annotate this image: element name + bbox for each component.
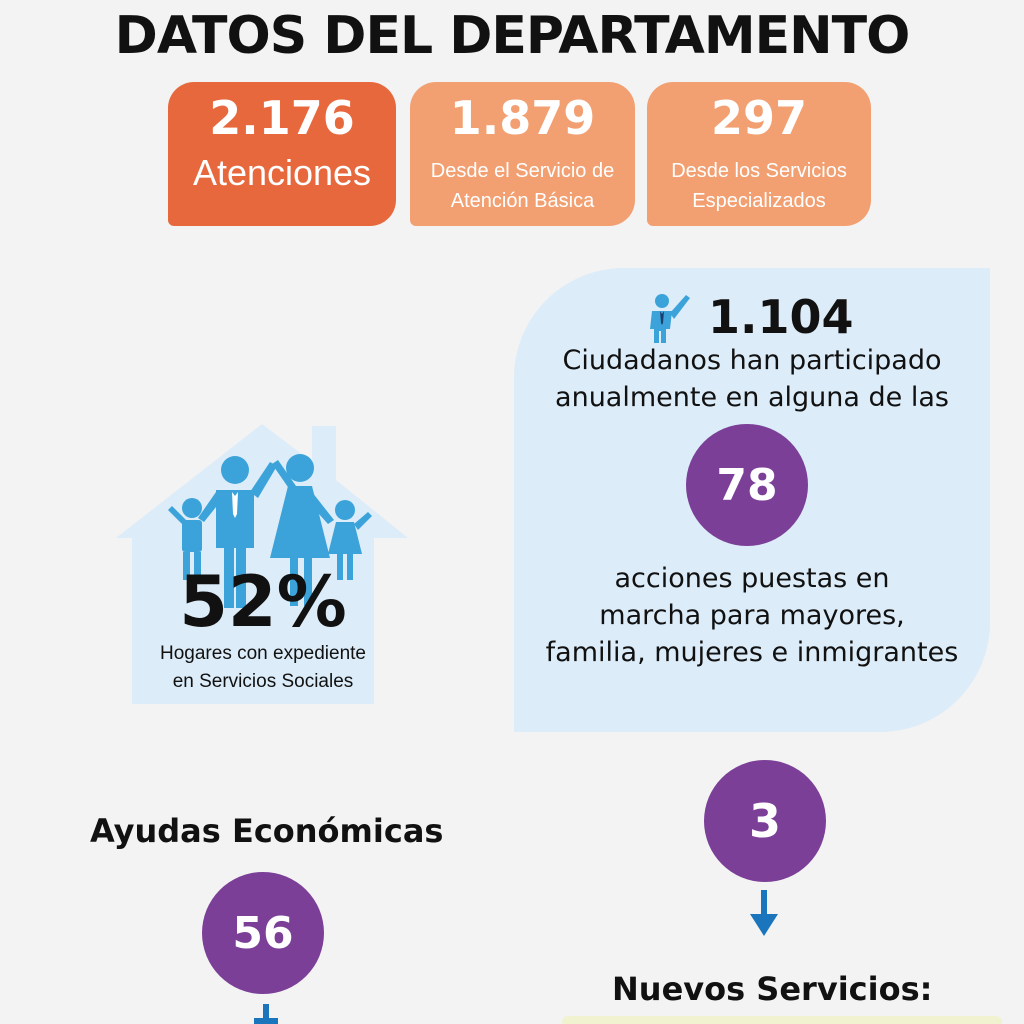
households-label-line: en Servicios Sociales [172,671,354,692]
new-services-title: Nuevos Servicios: [612,970,933,1008]
participation-text-line: anualmente en alguna de las [555,382,949,413]
participation-text-line: marcha para mayores, [599,600,905,631]
economic-aid-count-circle: 56 [202,872,324,994]
households-percent: 52% [179,561,347,643]
households-label [118,640,408,696]
participation-text-line: Ciudadanos han participado [562,345,942,376]
participation-text-top [514,342,990,416]
households-label-line: Hogares con expediente [160,643,366,664]
economic-aid-title: Ayudas Económicas [90,812,444,850]
stat-card-attentions [168,82,396,226]
stat-label [410,156,635,216]
stat-label-line: Desde los Servicios [671,160,847,182]
stat-value: 1.879 [449,91,596,145]
stat-label-line: Especializados [692,190,826,212]
person-pointing-icon [642,291,694,343]
stat-card-basic-service [410,82,635,226]
page-title: DATOS DEL DEPARTAMENTO [114,6,910,66]
participation-text-line: familia, mujeres e inmigrantes [545,637,959,668]
stat-value: 2.176 [209,91,355,145]
new-services-panel [562,1016,1002,1024]
stat-label [647,156,871,216]
participation-text-line: acciones puestas en [614,563,890,594]
stat-card-specialized-services [647,82,871,226]
participation-text-bottom [514,560,990,671]
participants-count: 1.104 [708,290,854,344]
actions-count-circle: 78 [686,424,808,546]
new-services-count-circle: 3 [704,760,826,882]
stat-label: Atenciones [192,152,372,193]
arrow-down-icon [250,1004,282,1024]
arrow-down-icon [748,890,780,940]
stat-value: 297 [710,91,808,145]
participation-header [642,286,854,348]
stat-label-line: Desde el Servicio de [430,160,615,182]
stat-label-line: Atención Básica [450,190,595,212]
